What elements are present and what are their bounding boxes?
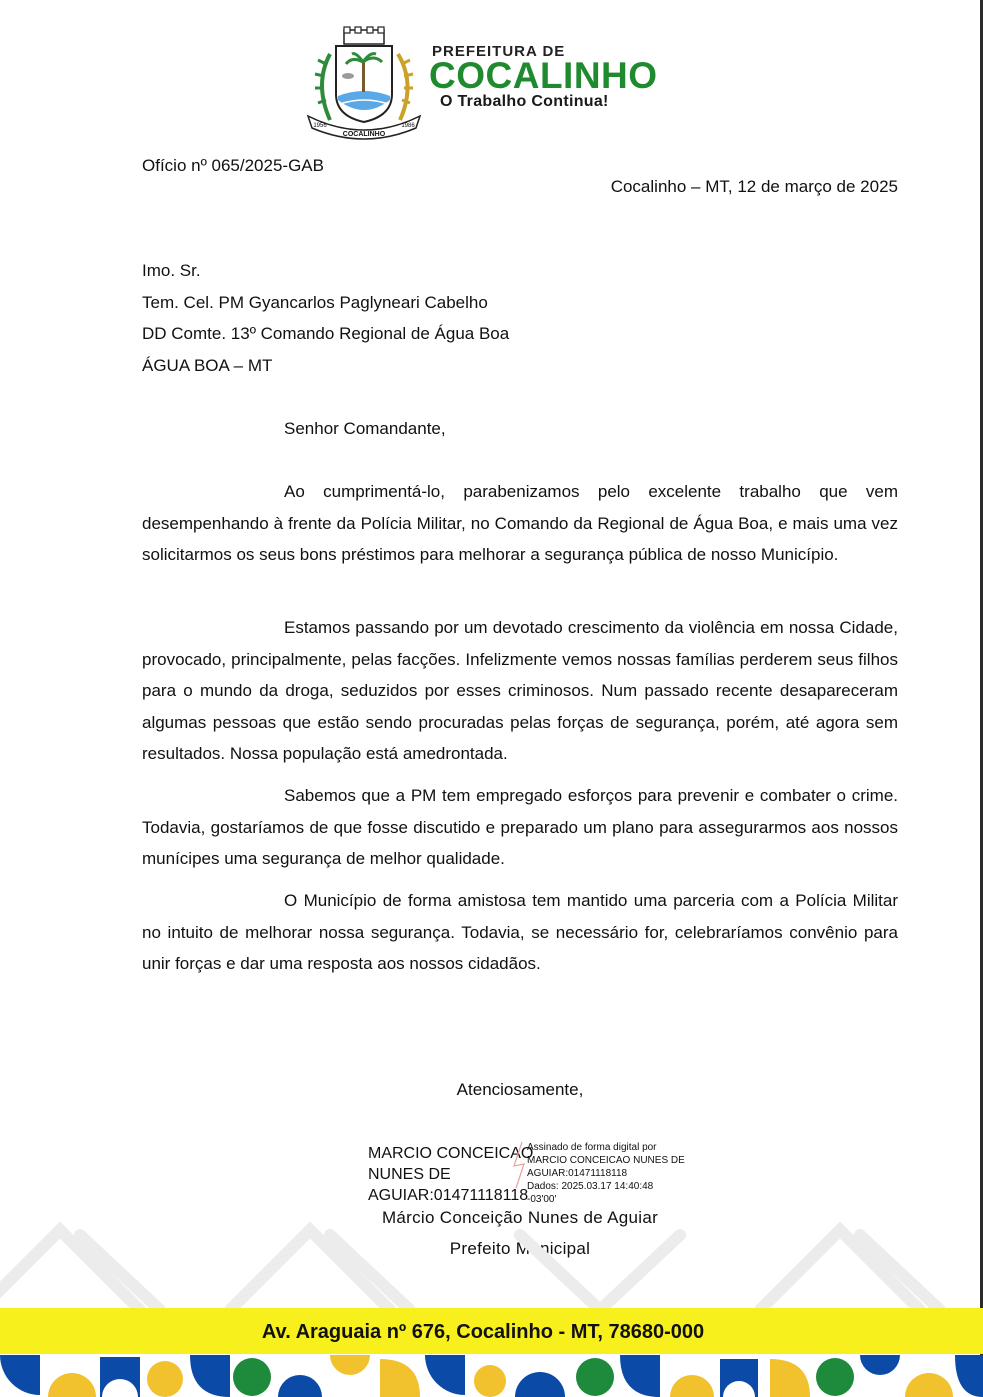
stamp-name-line: AGUIAR:01471118118 (368, 1187, 529, 1204)
stamp-name-line: MARCIO CONCEICAO (368, 1145, 534, 1162)
salutation: Senhor Comandante, (284, 419, 446, 438)
addressee-line: Tem. Cel. PM Gyancarlos Paglyneari Cabelho (142, 293, 488, 312)
org-prefix: PREFEITURA DE (432, 43, 566, 60)
body-paragraph: O Município de forma amistosa tem mantido uma parceria com a Polícia Militar no intuito de melhorar nossa segurança. Todavia, se necessário for, celebraríamos convênio para unir forças e dar uma resposta aos nossos cidadãos. (142, 891, 898, 973)
digital-signature-info (527, 1141, 697, 1206)
letter-reference: Ofício nº 065/2025-GAB (142, 156, 324, 175)
addressee-line: Imo. Sr. (142, 261, 201, 280)
signature-info-line: AGUIAR:01471118118 (527, 1168, 628, 1179)
crest-year-left: 1956 (313, 123, 327, 129)
org-slogan: O Trabalho Continua! (440, 93, 609, 110)
org-name: COCALINHO (429, 55, 658, 96)
signature-info-line: MARCIO CONCEICAO NUNES DE (527, 1155, 685, 1166)
addressee-line: DD Comte. 13º Comando Regional de Água Boa (142, 324, 510, 343)
body-paragraph: Sabemos que a PM tem empregado esforços para prevenir e combater o crime. Todavia, gostaríamos de que fosse discutido e preparado um plano para assegurarmos aos nossos munícipes uma segurança de melhor qualidade. (142, 786, 898, 868)
footer-decorative-pattern (0, 1355, 983, 1397)
closing: Atenciosamente, (456, 1080, 584, 1099)
background-watermark (0, 1215, 983, 1310)
signature-info-line: -03'00' (527, 1194, 557, 1205)
footer-address: Av. Araguaia nº 676, Cocalinho - MT, 78680-000 (261, 1321, 705, 1343)
crest-year-right: 1986 (401, 123, 415, 129)
municipal-crest-icon (300, 24, 428, 142)
stamp-name-line: NUNES DE (368, 1166, 451, 1183)
letterhead (300, 24, 680, 146)
signer-role: Prefeito Municipal (449, 1239, 591, 1258)
addressee-line: ÁGUA BOA – MT (142, 356, 273, 375)
letter-date: Cocalinho – MT, 12 de março de 2025 (610, 177, 898, 196)
signature-info-line: Assinado de forma digital por (527, 1142, 657, 1153)
signature-info-line: Dados: 2025.03.17 14:40:48 (527, 1181, 654, 1192)
signer-name: Márcio Conceição Nunes de Aguiar (381, 1208, 659, 1227)
digital-signature-stamp (368, 1143, 534, 1206)
body-paragraph: Estamos passando por um devotado crescimento da violência em nossa Cidade, provocado, principalmente, pelas facções. Infelizmente vemos nossas famílias perderem seus filhos para o mundo da droga, seduzidos por esses criminosos. Num passado recente desapareceram algumas pessoas que estão sendo procuradas pelas forças de segurança, porém, até agora sem resultados. Nossa população está amedrontada. (142, 618, 898, 763)
body-paragraph: Ao cumprimentá-lo, parabenizamos pelo excelente trabalho que vem desempenhando à frente da Polícia Militar, no Comando da Regional de Água Boa, e mais uma vez solicitarmos os seus bons préstimos para melhorar a segurança pública de nosso Município. (142, 482, 898, 564)
crest-banner-text: COCALINHO (342, 131, 386, 138)
